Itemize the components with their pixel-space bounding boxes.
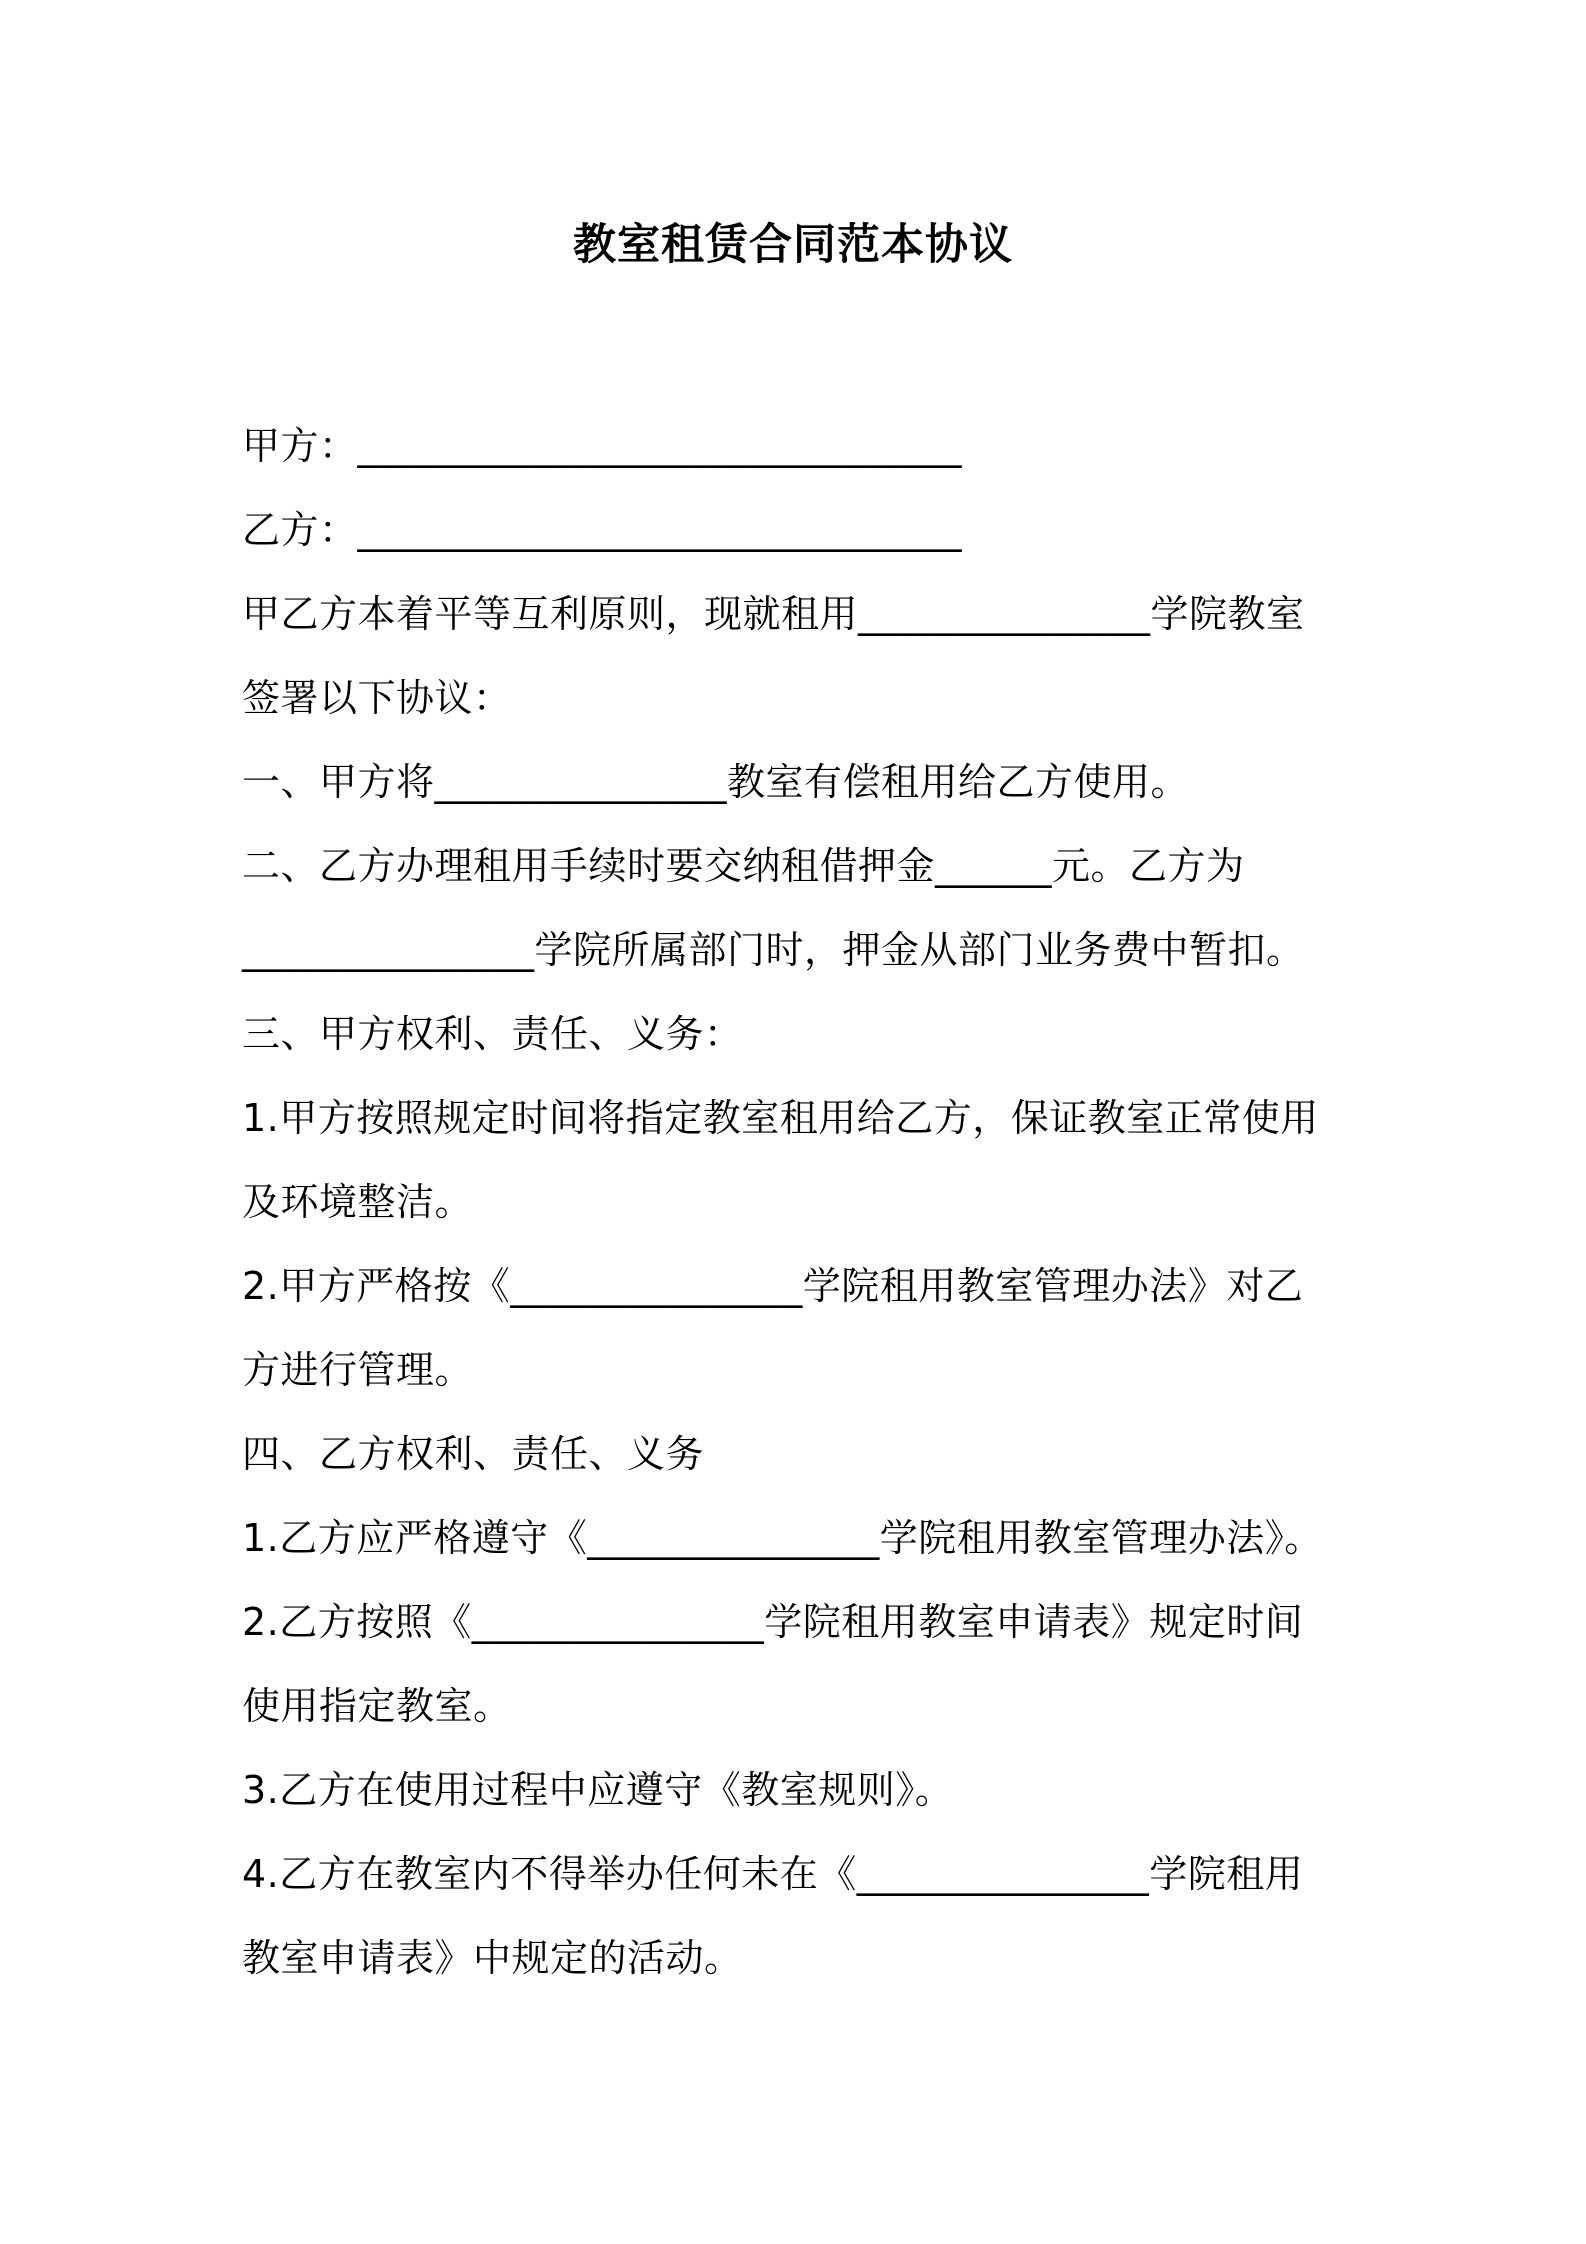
clause-4-item-1: 1.乙方应严格遵守《_______________学院租用教室管理办法》。: [242, 1516, 1323, 1560]
document-title: 教室租赁合同范本协议: [573, 220, 1013, 270]
intro-line: 签署以下协议：: [242, 676, 512, 720]
clause-1-line: 一、甲方将_______________教室有偿租用给乙方使用。: [242, 760, 1190, 804]
clause-4-item-2: 使用指定教室。: [242, 1684, 512, 1728]
clause-4-heading: 四、乙方权利、责任、义务: [242, 1432, 705, 1476]
party-b-line: 乙方：_______________________________: [242, 508, 963, 552]
party-a-line: 甲方：_______________________________: [242, 424, 963, 468]
clause-2-line: _______________学院所属部门时，押金从部门业务费中暂扣。: [242, 928, 1305, 972]
clause-3-item-1: 及环境整洁。: [242, 1180, 474, 1224]
document-body: [242, 404, 1362, 2000]
clause-3-item-2: 方进行管理。: [242, 1348, 474, 1392]
intro-line: 甲乙方本着平等互利原则，现就租用_______________学院教室: [242, 592, 1305, 636]
clause-2-line: 二、乙方办理租用手续时要交纳租借押金______元。乙方为: [242, 844, 1245, 888]
clause-3-item-2: 2.甲方严格按《_______________学院租用教室管理办法》对乙: [242, 1264, 1304, 1308]
clause-4-item-3: 3.乙方在使用过程中应遵守《教室规则》。: [242, 1768, 954, 1812]
clause-4-item-4: 教室申请表》中规定的活动。: [242, 1936, 743, 1980]
clause-4-item-2: 2.乙方按照《_______________学院租用教室申请表》规定时间: [242, 1600, 1304, 1644]
clause-3-heading: 三、甲方权利、责任、义务：: [242, 1012, 743, 1056]
clause-3-item-1: 1.甲方按照规定时间将指定教室租用给乙方，保证教室正常使用: [242, 1096, 1319, 1140]
clause-4-item-4: 4.乙方在教室内不得举办任何未在《_______________学院租用: [242, 1852, 1304, 1896]
